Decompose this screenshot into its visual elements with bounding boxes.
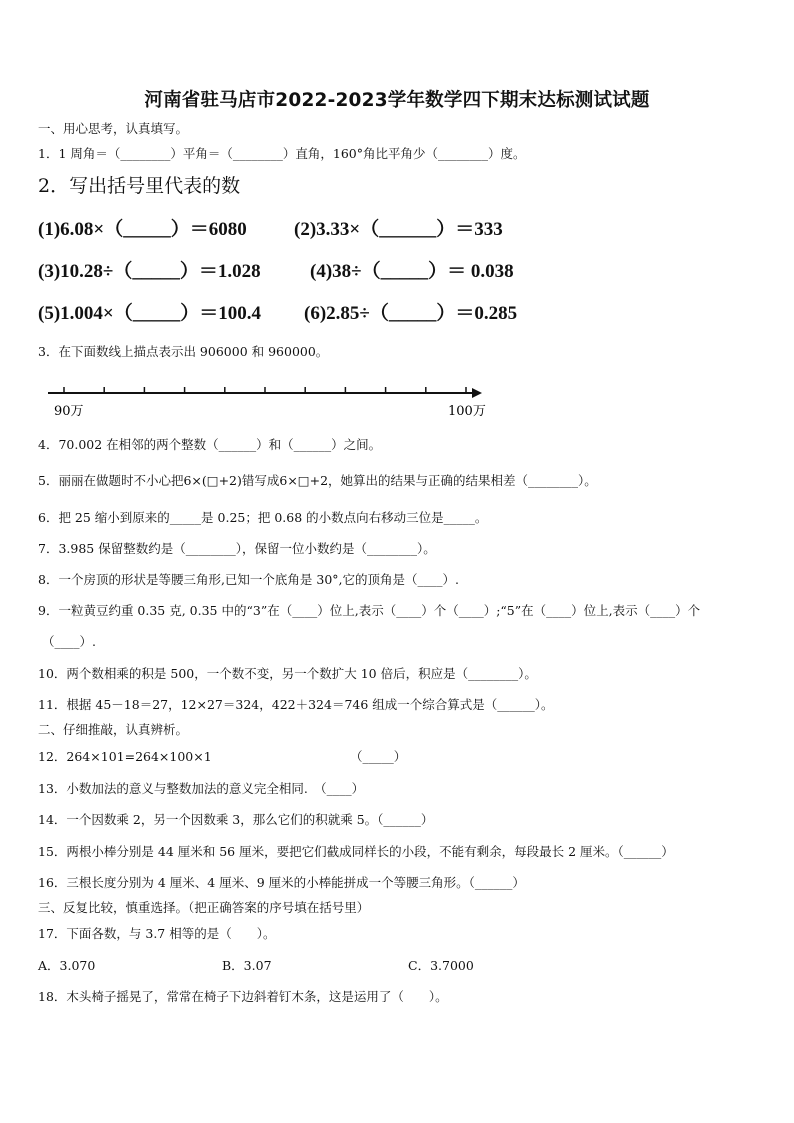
- question-9-line-2: （____）.: [42, 634, 96, 649]
- number-line-right-label: 100万: [448, 404, 486, 419]
- section-3-heading: 三、反复比较，慎重选择。（把正确答案的序号填在括号里）: [38, 900, 370, 915]
- question-7: 7．3.985 保留整数约是（________），保留一位小数约是（________）。: [38, 541, 436, 556]
- question-17: 17．下面各数，与 3.7 相等的是（ ）。: [38, 926, 276, 941]
- question-8: 8．一个房顶的形状是等腰三角形,已知一个底角是 30°,它的顶角是（____）.: [38, 572, 460, 587]
- question-9-line-1: 9．一粒黄豆约重 0.35 克, 0.35 中的“3”在（____）位上,表示（____）个（____）;“5”在（____）位上,表示（____）个: [38, 603, 701, 618]
- question-5: 5．丽丽在做题时不小心把6×(□+2)错写成6×□+2，她算出的结果与正确的结果相差（________）。: [38, 473, 597, 488]
- number-line: [40, 378, 500, 428]
- number-line-arrow: [472, 388, 482, 398]
- question-2-item-5: (5)1.004×（_____）＝100.4: [38, 303, 261, 324]
- question-4: 4．70.002 在相邻的两个整数（______）和（______）之间。: [38, 437, 382, 452]
- question-17-option-b: B．3.07: [222, 958, 272, 973]
- question-2-item-1: (1)6.08×（_____）＝6080: [38, 219, 247, 240]
- question-14: 14．一个因数乘 2，另一个因数乘 3，那么它们的积就乘 5。（______）: [38, 812, 434, 827]
- question-12-blank: （_____）: [350, 749, 407, 764]
- page-title: 河南省驻马店市2022-2023学年数学四下期末达标测试试题: [144, 90, 650, 111]
- question-2-item-6: (6)2.85÷（_____）＝0.285: [304, 303, 518, 324]
- question-2-item-4: (4)38÷（_____）＝ 0.038: [310, 261, 514, 282]
- question-10: 10．两个数相乘的积是 500，一个数不变，另一个数扩大 10 倍后，积应是（________）。: [38, 666, 537, 681]
- question-16: 16．三根长度分别为 4 厘米、4 厘米、9 厘米的小棒能拼成一个等腰三角形。（______）: [38, 875, 525, 890]
- question-12: 12．264×101=264×100×1: [38, 749, 212, 764]
- question-1: 1．1 周角＝（________）平角＝（________）直角，160°角比平角少（________）度。: [38, 146, 526, 161]
- question-6: 6．把 25 缩小到原来的_____是 0.25；把 0.68 的小数点向右移动三位是_____。: [38, 510, 488, 525]
- question-11: 11．根据 45－18＝27，12×27＝324，422＋324＝746 组成一个综合算式是（______）。: [38, 697, 554, 712]
- question-2-heading: 2．写出括号里代表的数: [38, 175, 241, 197]
- question-2-item-3: (3)10.28÷（_____）＝1.028: [38, 261, 261, 282]
- question-18: 18．木头椅子摇晃了，常常在椅子下边斜着钉木条，这是运用了（ ）。: [38, 989, 448, 1004]
- section-1-heading: 一、用心思考，认真填写。: [38, 121, 189, 136]
- question-17-option-a: A．3.070: [38, 958, 96, 973]
- question-3: 3．在下面数线上描点表示出 906000 和 960000。: [38, 344, 329, 359]
- section-2-heading: 二、仔细推敲，认真辨析。: [38, 722, 189, 737]
- question-13: 13．小数加法的意义与整数加法的意义完全相同. （____）: [38, 781, 365, 796]
- question-2-item-2: (2)3.33×（______）＝333: [294, 219, 503, 240]
- question-17-option-c: C．3.7000: [408, 958, 474, 973]
- question-15: 15．两根小棒分别是 44 厘米和 56 厘米，要把它们截成同样长的小段，不能有剩余，每段最长 2 厘米。（______）: [38, 844, 674, 859]
- number-line-left-label: 90万: [54, 404, 84, 419]
